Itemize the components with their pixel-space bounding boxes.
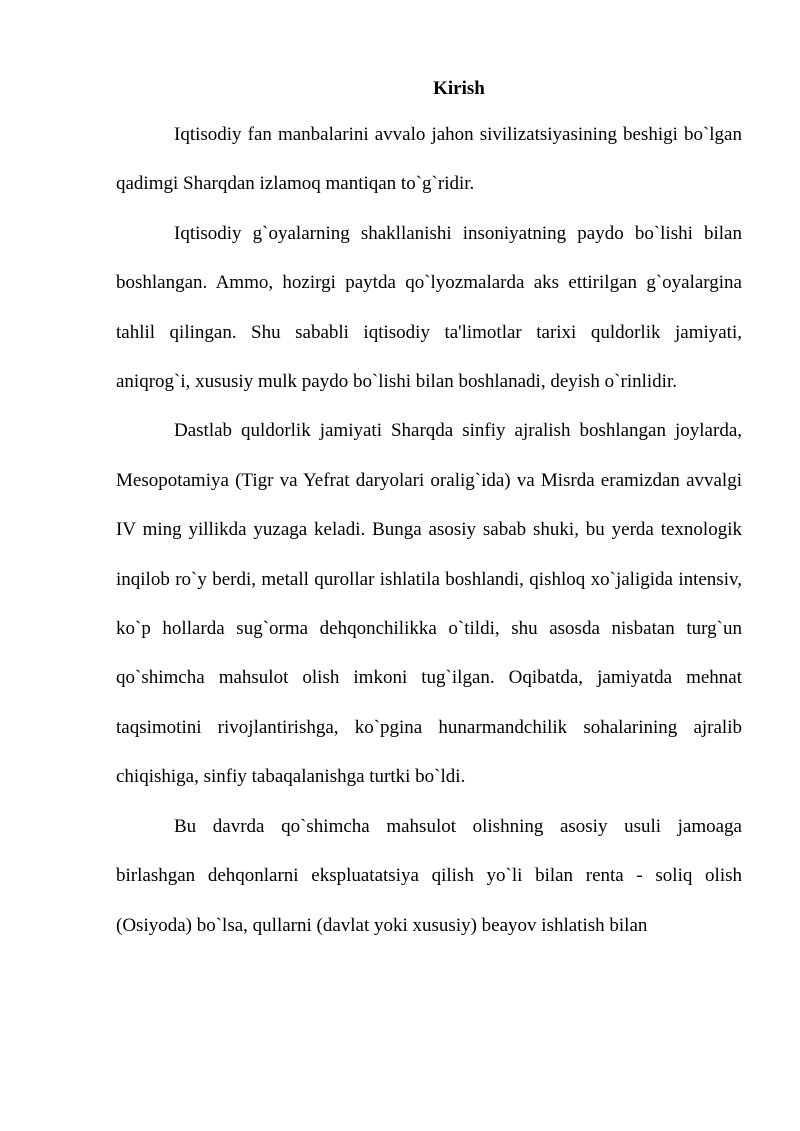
paragraph-3: Dastlab quldorlik jamiyati Sharqda sinfiy ajralish boshlangan joylarda, Mesopotamiya (Tigr va Yefrat daryolari oralig`ida) va Misrda eramizdan avvalgi IV ming yillikda yuzaga keladi. Bunga asosiy sabab shuki, bu yerda texnologik inqilob ro`y berdi, metall qurollar ishlatila boshlandi, qishloq xo`jaligida intensiv, ko`p hollarda sug`orma dehqonchilikka o`tildi, shu asosda nisbatan turg`un qo`shimcha mahsulot olish imkoni tug`ilgan. Oqibatda, jamiyatda mehnat taqsimotini rivojlantirishga, ko`pgina hunarmandchilik sohalarining ajralib chiqishiga, sinfiy tabaqalanishga turtki bo`ldi. <box>116 420 742 788</box>
paragraph-2: Iqtisodiy g`oyalarning shakllanishi insoniyatning paydo bo`lishi bilan boshlangan. Ammo, hozirgi paytda qo`lyozmalarda aks ettirilgan g`oyalargina tahlil qilingan. Shu sababli iqtisodiy ta'limotlar tarixi quldorlik jamiyati, aniqrog`i, xususiy mulk paydo bo`lishi bilan boshlanadi, deyish o`rinlidir. <box>116 222 742 393</box>
document-body <box>116 110 742 950</box>
paragraph-4: Bu davrda qo`shimcha mahsulot olishning asosiy usuli jamoaga birlashgan dehqonlarni ekspluatatsiya qilish yo`li bilan renta - soliq olish (Osiyoda) bo`lsa, qullarni (davlat yoki xususiy) beayov ishlatish bilan <box>116 815 742 936</box>
page-title: Kirish <box>433 78 485 99</box>
paragraph-1: Iqtisodiy fan manbalarini avvalo jahon sivilizatsiyasining beshigi bo`lgan qadimgi Sharqdan izlamoq mantiqan to`g`ridir. <box>116 124 742 195</box>
